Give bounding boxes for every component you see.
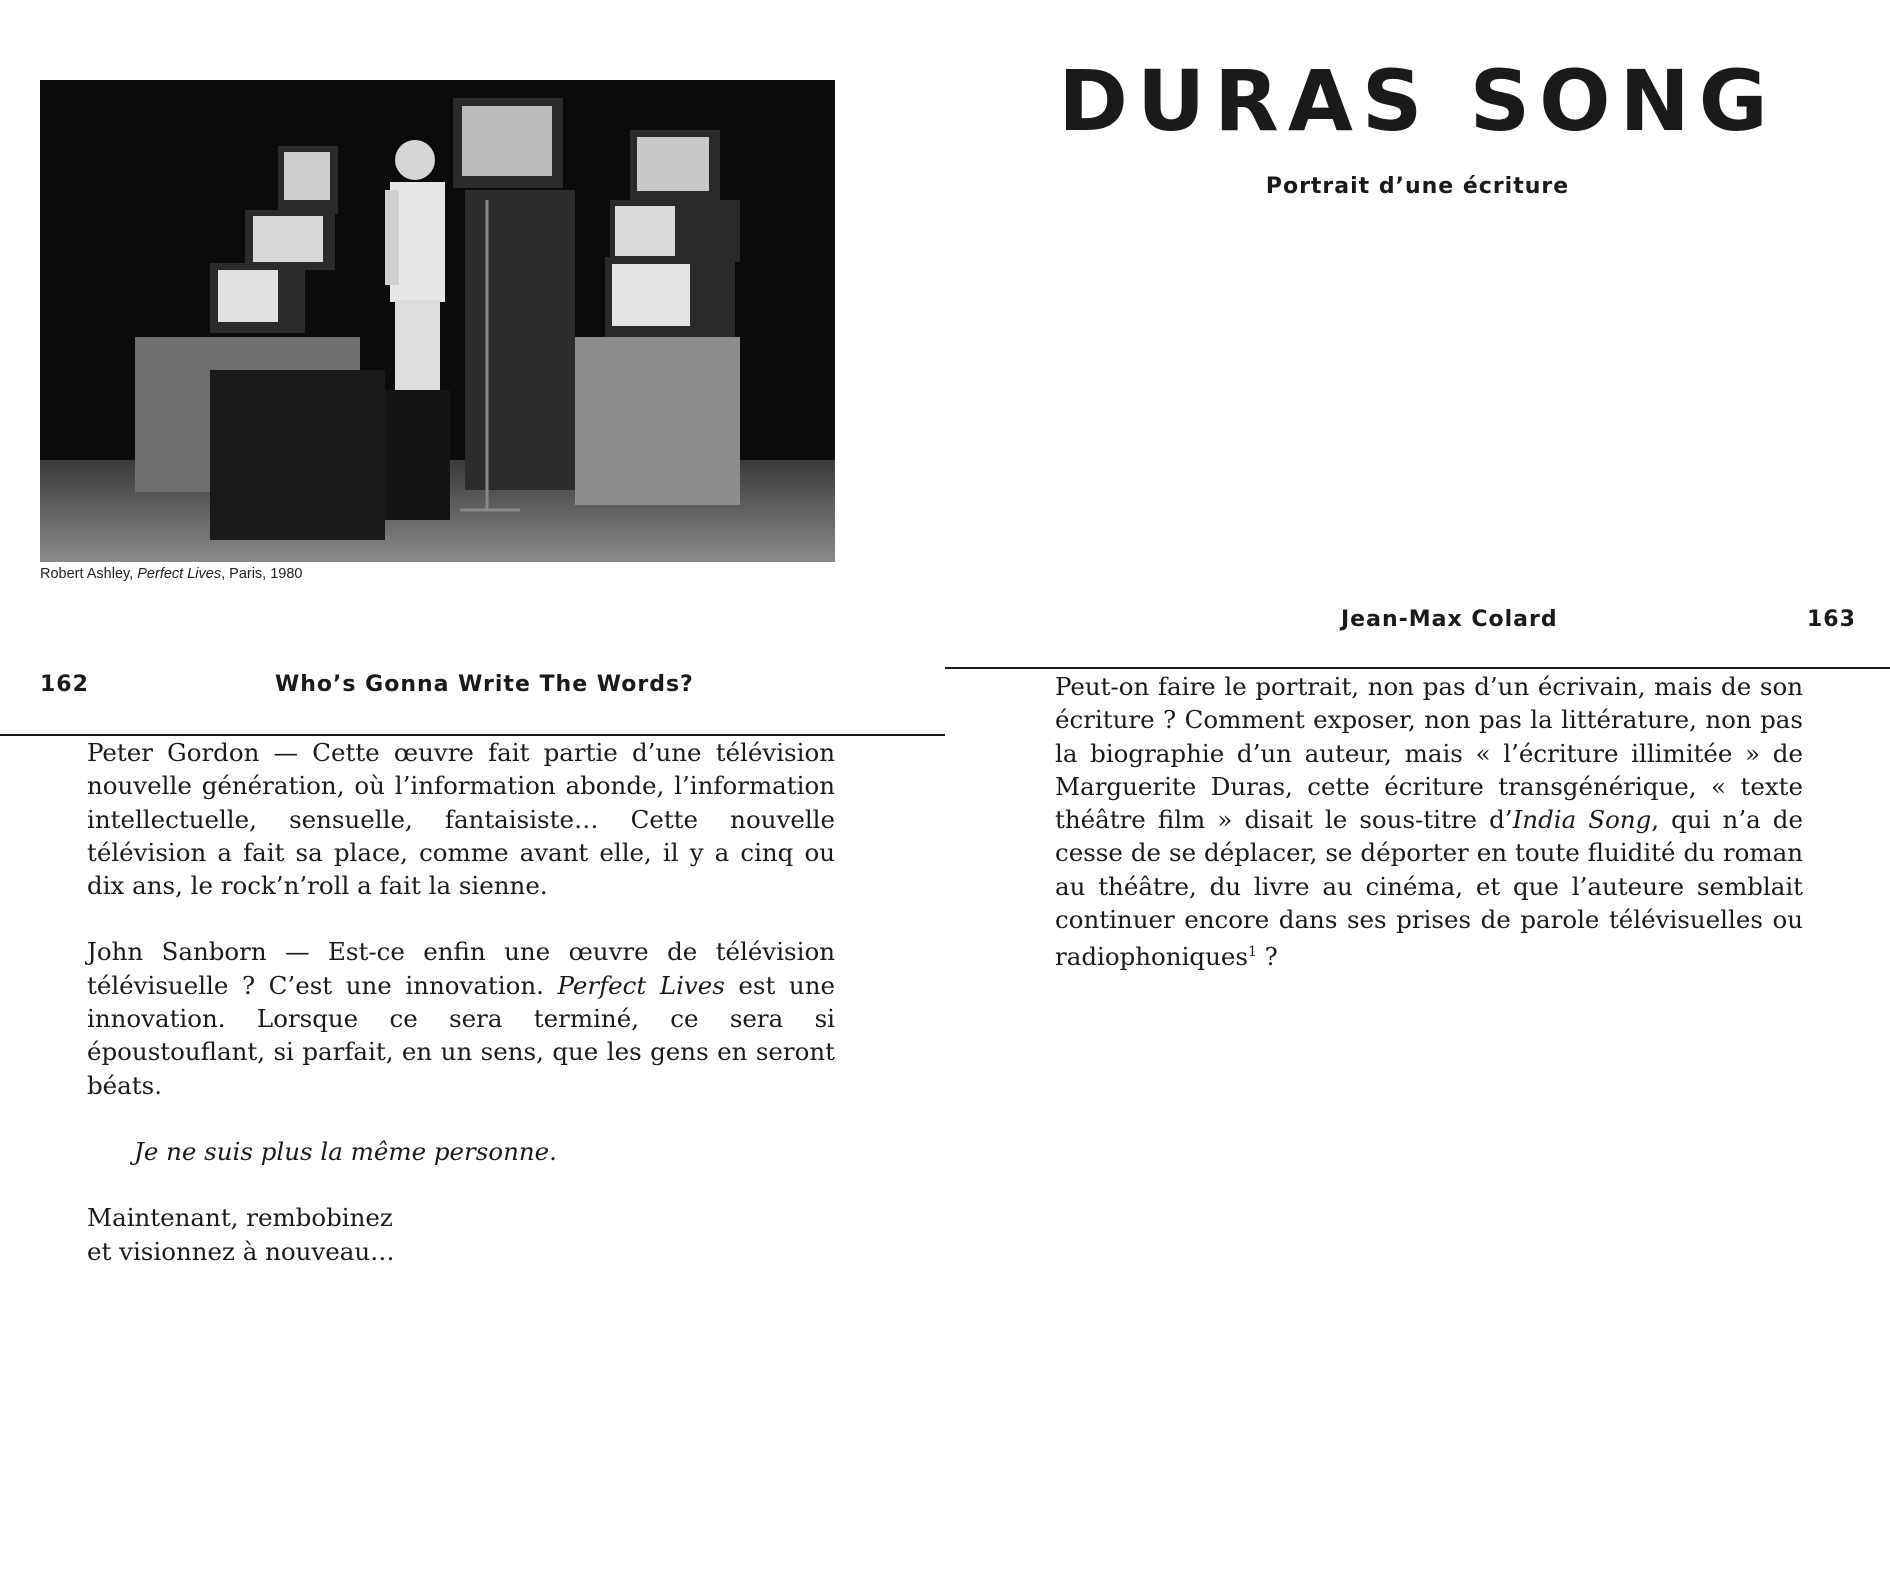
- footnote-ref[interactable]: 1: [1247, 944, 1257, 961]
- photo-caption: Robert Ashley, Perfect Lives, Paris, 1980: [40, 566, 303, 582]
- header-rule-right: [945, 667, 1890, 669]
- author-name: Jean-Max Colard: [1341, 607, 1558, 632]
- closing-line-1: Maintenant, rembobinez: [87, 1203, 393, 1233]
- page-number-left: 162: [40, 672, 89, 697]
- closing-line-2: et visionnez à nouveau…: [87, 1236, 395, 1266]
- intro-paragraph: Peut-on faire le portrait, non pas d’un écrivain, mais de son écriture ? Comment exposer, non pas la littérature, non pas la biographie d’un auteur, mais « l’écriture illimitée » de Marguerite Duras, cette écriture transgénérique, « texte théâtre film » disait le sous-titre d’India Song, qui n’a de cesse de se déplacer, se déporter en toute fluidité du roman au théâtre, du livre au cinéma, et que l’auteure semblait continuer encore dans ses prises de parole télévisuelles ou radiophoniques$^1$ ?: [1055, 672, 1803, 972]
- left-body-text: [87, 736, 835, 1268]
- chapter-subtitle: Portrait d’une écriture: [1265, 174, 1570, 199]
- right-page: [945, 0, 1890, 1575]
- stage-image: [40, 80, 835, 562]
- right-body-text: [1055, 670, 1803, 974]
- chapter-title: DURAS SONG: [1058, 52, 1777, 150]
- page-number-right: 163: [1807, 607, 1856, 632]
- quote-line: Je ne suis plus la même personne.: [134, 1136, 557, 1166]
- paragraph-gordon: Peter Gordon — Cette œuvre fait partie d’une télévision nouvelle génération, où l’information abonde, l’information intellectuelle, sensuelle, fantaisiste… Cette nouvelle télévision a fait sa place, comme avant elle, il y a cinq ou dix ans, le rock’n’roll a fait la sienne.: [87, 738, 835, 901]
- running-head: Who’s Gonna Write The Words?: [275, 672, 694, 697]
- paragraph-sanborn: John Sanborn — Est-ce enfin une œuvre de télévision télévisuelle ? C’est une innovation. Perfect Lives est une innovation. Lorsque ce sera terminé, ce sera si époustouflant, si parfait, en un sens, que les gens en seront béats.: [87, 937, 835, 1100]
- performance-photo: [40, 80, 835, 562]
